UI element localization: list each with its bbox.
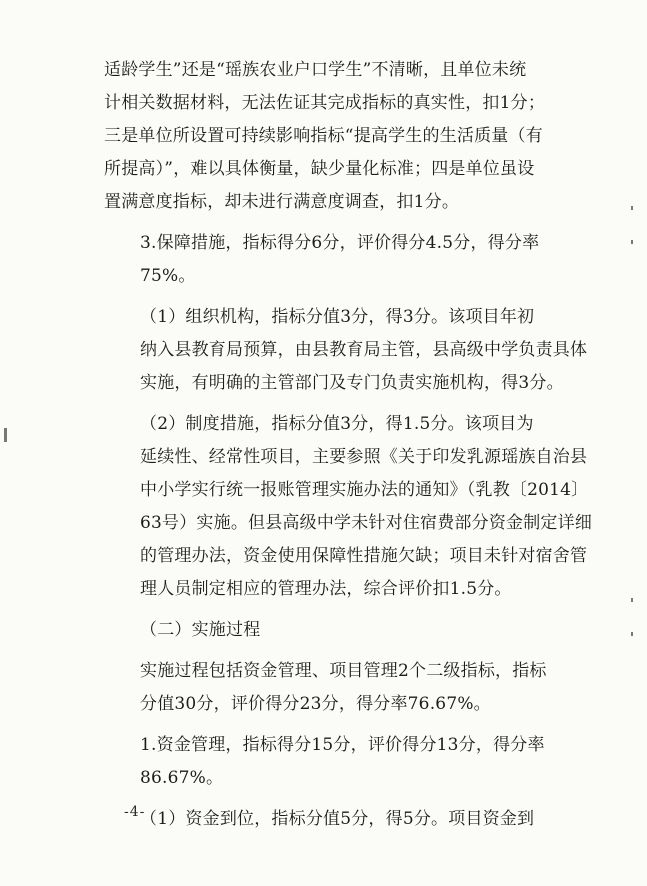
text-line: 中小学实行统一报账管理实施办法的通知》（乳教〔2014〕 [140,480,589,500]
text-line: 75%。 [140,266,196,286]
text-line: （1）组织机构，指标分值3分，得3分。该项目年初 [140,307,535,327]
text-line: 86.67%。 [140,768,224,788]
text-line: 延续性、经常性项目，主要参照《关于印发乳源瑶族自治县 [140,447,588,467]
scan-mark [4,428,7,442]
section-heading [104,614,546,647]
scan-mark [631,598,633,602]
paragraph-3 [104,301,588,400]
document-body [104,54,593,836]
text-line: 置满意度指标，却未进行满意度调查，扣1分。 [104,192,460,212]
text-line: 的管理办法，资金使用保障性措施欠缺；项目未针对宿舍管 [140,546,588,566]
text-line: （二）实施过程 [140,620,261,640]
page-number: -4- [124,804,146,820]
paragraph-4 [104,408,593,606]
scan-mark [631,240,633,244]
text-line: 实施过程包括资金管理、项目管理2个二级指标，指标 [140,661,547,681]
text-line: 纳入县教育局预算，由县教育局主管，县高级中学负责具体 [140,340,588,360]
paragraph-2 [104,227,546,293]
text-line: 适龄学生”还是“瑶族农业户口学生”不清晰，且单位未统 [104,60,527,80]
paragraph-1 [104,54,546,219]
text-line: 计相关数据材料，无法佐证其完成指标的真实性，扣1分； [104,93,546,113]
text-line: 1.资金管理，指标得分15分，评价得分13分，得分率 [140,735,545,755]
text-line: 实施，有明确的主管部门及专门负责实施机构，得3分。 [140,373,564,393]
scan-mark [631,632,633,636]
paragraph-6 [104,655,546,721]
text-line: 所提高）”，难以具体衡量，缺少量化标准；四是单位虽设 [104,159,535,179]
text-line: 三是单位所设置可持续影响指标“提高学生的生活质量（有 [104,126,543,146]
text-line: （1）资金到位，指标分值5分，得5分。项目资金到 [140,809,535,829]
scan-mark [631,206,633,210]
text-line: （2）制度措施，指标分值3分，得1.5分。该项目为 [140,414,534,434]
text-line: 分值30分，评价得分23分，得分率76.67%。 [140,694,491,714]
paragraph-7 [104,729,546,795]
text-line: 3.保障措施，指标得分6分，评价得分4.5分，得分率 [140,233,540,253]
paragraph-8 [104,803,546,836]
text-line: 63号）实施。但县高级中学未针对住宿费部分资金制定详细 [140,513,593,533]
text-line: 理人员制定相应的管理办法，综合评价扣1.5分。 [140,579,512,599]
